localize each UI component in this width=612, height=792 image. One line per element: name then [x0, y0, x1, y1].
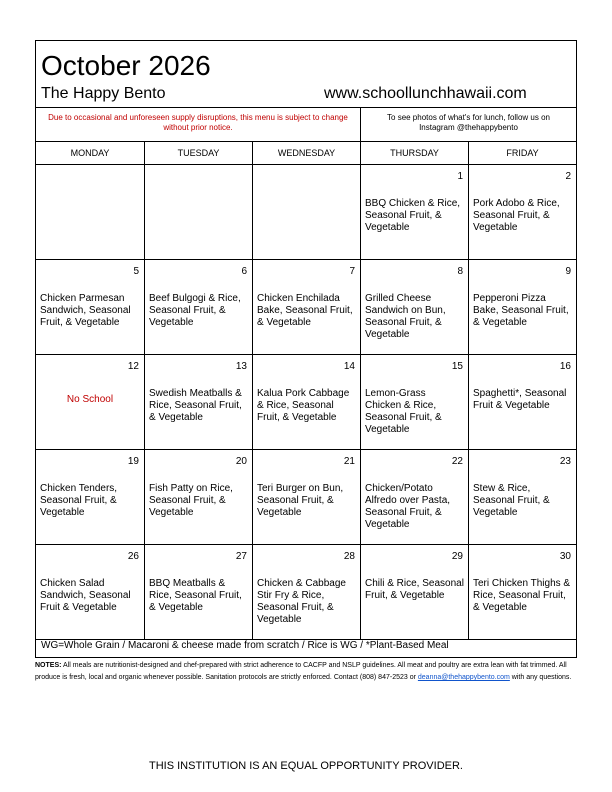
calendar-day-cell — [253, 260, 361, 354]
calendar-week-row — [36, 355, 576, 450]
day-number: 6 — [241, 266, 247, 277]
day-number: 27 — [235, 551, 247, 562]
meal-description: Teri Burger on Bun, Seasonal Fruit, & Vegetable — [257, 483, 344, 518]
meal-description: Teri Chicken Thighs & Rice, Seasonal Fruit, & Vegetable — [473, 578, 571, 613]
meal-description: Lemon-Grass Chicken & Rice, Seasonal Fruit, & Vegetable — [365, 388, 442, 435]
day-number: 30 — [559, 551, 571, 562]
calendar-day-cell — [361, 545, 469, 639]
calendar-header — [36, 41, 576, 108]
calendar-day-cell — [145, 165, 253, 259]
meal-description: Pork Adobo & Rice, Seasonal Fruit, & Vegetable — [473, 198, 560, 233]
calendar-day-cell — [469, 450, 576, 544]
calendar-day-cell — [253, 355, 361, 449]
notice-row — [36, 108, 576, 142]
meal-description: Chicken Enchilada Bake, Seasonal Fruit, & Vegetable — [257, 293, 353, 328]
day-number: 5 — [133, 266, 139, 277]
calendar-week-row — [36, 450, 576, 545]
calendar-week-row — [36, 260, 576, 355]
calendar-day-cell — [253, 545, 361, 639]
website-text: www.schoollunchhawaii.com — [324, 85, 527, 102]
meal-description: Chicken Tenders, Seasonal Fruit, & Vegetable — [40, 483, 118, 518]
company-name: The Happy Bento — [41, 85, 166, 102]
day-number: 8 — [457, 266, 463, 277]
day-number: 19 — [127, 456, 139, 467]
calendar-day-cell — [145, 355, 253, 449]
day-number: 9 — [565, 266, 571, 277]
calendar-day-cell — [253, 165, 361, 259]
day-number: 7 — [349, 266, 355, 277]
notes-tail: with any questions. — [509, 674, 572, 681]
weekday-wednesday: WEDNESDAY — [253, 142, 361, 164]
no-school-label: No School — [66, 394, 114, 405]
meal-description: BBQ Meatballs & Rice, Seasonal Fruit, & Vegetable — [149, 578, 242, 613]
day-number: 2 — [565, 171, 571, 182]
calendar-day-cell — [469, 165, 576, 259]
meal-description: Chili & Rice, Seasonal Fruit, & Vegetable — [365, 578, 464, 601]
day-number: 13 — [235, 361, 247, 372]
notes-paragraph — [35, 660, 577, 684]
meal-description: Chicken Parmesan Sandwich, Seasonal Fruit, & Vegetable — [40, 293, 131, 328]
calendar-day-cell — [36, 355, 145, 449]
meal-description: Grilled Cheese Sandwich on Bun, Seasonal Fruit, & Vegetable — [365, 293, 446, 340]
supply-disruption-notice: Due to occasional and unforeseen supply disruptions, this menu is subject to change without prior notice. — [36, 108, 361, 141]
meal-description: Stew & Rice, Seasonal Fruit, & Vegetable — [473, 483, 550, 518]
meal-description: Swedish Meatballs & Rice, Seasonal Fruit, & Vegetable — [149, 388, 242, 423]
calendar-day-cell — [469, 260, 576, 354]
calendar-day-cell — [145, 545, 253, 639]
calendar-day-cell — [253, 450, 361, 544]
weekday-tuesday: TUESDAY — [145, 142, 253, 164]
weekday-friday: FRIDAY — [506, 148, 539, 158]
calendar-day-cell — [469, 355, 576, 449]
day-number: 15 — [451, 361, 463, 372]
calendar-day-cell — [361, 165, 469, 259]
day-number: 23 — [559, 456, 571, 467]
meal-description: Chicken & Cabbage Stir Fry & Rice, Seasonal Fruit, & Vegetable — [257, 578, 346, 625]
calendar-day-cell — [361, 450, 469, 544]
contact-email-link[interactable]: deanna@thehappybento.com — [417, 674, 510, 681]
calendar-week-row — [36, 165, 576, 260]
day-number: 28 — [343, 551, 355, 562]
weekday-monday: MONDAY — [36, 142, 145, 164]
calendar-day-cell — [361, 355, 469, 449]
meal-description: Fish Patty on Rice, Seasonal Fruit, & Vegetable — [149, 483, 233, 518]
day-number: 29 — [451, 551, 463, 562]
instagram-notice: To see photos of what's for lunch, follow us on Instagram @thehappybento — [387, 113, 550, 132]
calendar-day-cell — [145, 450, 253, 544]
meal-description: Spaghetti*, Seasonal Fruit & Vegetable — [473, 388, 567, 411]
page-title: October 2026 — [41, 50, 211, 81]
meal-description: BBQ Chicken & Rice, Seasonal Fruit, & Vegetable — [365, 198, 461, 233]
calendar-day-cell — [36, 260, 145, 354]
calendar-day-cell — [361, 260, 469, 354]
calendar-day-cell — [36, 450, 145, 544]
meal-description: Pepperoni Pizza Bake, Seasonal Fruit, & Vegetable — [473, 293, 569, 328]
calendar-day-cell — [36, 545, 145, 639]
weekday-thursday: THURSDAY — [361, 142, 469, 164]
meal-description: Chicken Salad Sandwich, Seasonal Fruit & Vegetable — [40, 578, 131, 613]
calendar-grid — [36, 165, 576, 640]
day-number: 20 — [235, 456, 247, 467]
day-number: 16 — [559, 361, 571, 372]
menu-legend: WG=Whole Grain / Macaroni & cheese made from scratch / Rice is WG / *Plant-Based Meal — [41, 640, 449, 651]
meal-description: Chicken/Potato Alfredo over Pasta, Seasonal Fruit, & Vegetable — [365, 483, 451, 530]
equal-opportunity-footer: THIS INSTITUTION IS AN EQUAL OPPORTUNITY PROVIDER. — [149, 760, 463, 772]
day-number: 1 — [457, 171, 463, 182]
calendar-day-cell — [145, 260, 253, 354]
meal-description: Beef Bulgogi & Rice, Seasonal Fruit, & Vegetable — [149, 293, 241, 328]
day-number: 12 — [127, 361, 139, 372]
meal-description: Kalua Pork Cabbage & Rice, Seasonal Fruit, & Vegetable — [257, 388, 350, 423]
calendar-day-cell — [469, 545, 576, 639]
day-number: 26 — [127, 551, 139, 562]
day-number: 21 — [343, 456, 355, 467]
day-number: 14 — [343, 361, 355, 372]
calendar-week-row — [36, 545, 576, 640]
day-number: 22 — [451, 456, 463, 467]
notes-label: NOTES: — [35, 662, 62, 669]
weekday-header-row — [36, 142, 576, 165]
calendar-day-cell — [36, 165, 145, 259]
calendar-frame — [35, 40, 577, 658]
notes-text: All meals are nutritionist-designed and chef-prepared with strict adherence to CACFP and NSLP guidelines. All meat and poultry are extra lean with fat trimmed. All produce is fresh, local and organic whenever possible. Sanitation protocols are strictly enforced. Contact (808) 847-2523 or — [35, 662, 567, 681]
